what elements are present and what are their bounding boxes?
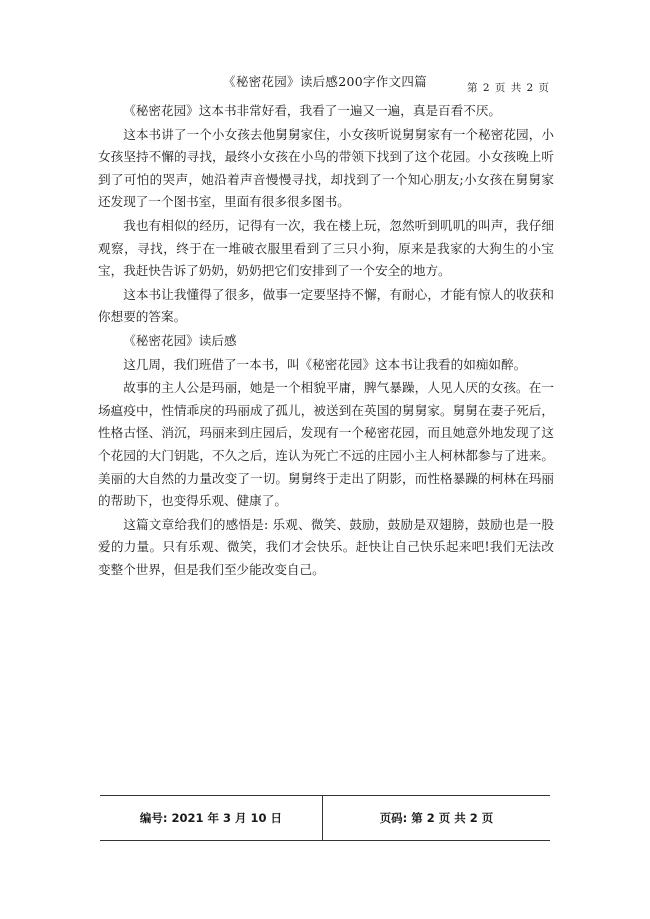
body-text <box>98 100 554 582</box>
paragraph-6: 故事的主人公是玛丽，她是一个相貌平庸，脾气暴躁，人见人厌的女孩。在一场瘟疫中，性情乖戾的玛丽成了孤儿，被送到在英国的舅舅家。舅舅在妻子死后，性格古怪、消沉，玛丽来到庄园后，发现有一个秘密花园，而且她意外地发现了这个花园的大门钥匙，不久之后，连认为死亡不远的庄园小主人柯林都参与了进来。美丽的大自然的力量改变了一切。舅舅终于走出了阴影，而性格暴躁的柯林在玛丽的帮助下，也变得乐观、健康了。 <box>98 380 554 509</box>
page-indicator: 第 2 页 共 2 页 <box>467 82 551 94</box>
paragraph-1: 《秘密花园》这本书非常好看，我看了一遍又一遍，真是百看不厌。 <box>123 103 501 118</box>
paragraph-7: 这篇文章给我们的感悟是: 乐观、微笑、鼓励，鼓励是双翅膀，鼓励也是一股爱的力量。只有乐观、微笑，我们才会快乐。赶快让自己快乐起来吧!我们无法改变整个世界，但是我们至少能改变自己。 <box>98 516 554 577</box>
footer-number-date: 编号: 2021 年 3 月 10 日 <box>139 811 283 825</box>
paragraph-2: 这本书讲了一个小女孩去他舅舅家住，小女孩听说舅舅家有一个秘密花园，小女孩坚持不懈的寻找，最终小女孩在小鸟的带领下找到了这个花园。小女孩晚上听到了可怕的哭声，她沿着声音慢慢寻找，却找到了一个知心朋友;小女孩在舅舅家还发现了一个图书室，里面有很多很多图书。 <box>98 126 554 210</box>
footer-page-number: 页码: 第 2 页 共 2 页 <box>379 811 494 825</box>
paragraph-5: 这几周，我们班借了一本书，叫《秘密花园》这本书让我看的如痴如醉。 <box>123 356 527 372</box>
footer-table <box>100 795 550 841</box>
section-heading: 《秘密花园》读后感 <box>123 332 237 348</box>
paragraph-3: 我也有相似的经历，记得有一次，我在楼上玩，忽然听到叽叽的叫声，我仔细观察，寻找，终于在一堆破衣服里看到了三只小狗，原来是我家的大狗生的小宝宝，我赶快告诉了奶奶，奶奶把它们安排到了一个安全的地方。 <box>98 217 554 279</box>
paragraph-4: 这本书让我懂得了很多，做事一定要坚持不懈，有耐心，才能有惊人的收获和你想要的答案。 <box>98 286 554 325</box>
document-title: 《秘密花园》读后感200字作文四篇 <box>223 74 427 89</box>
